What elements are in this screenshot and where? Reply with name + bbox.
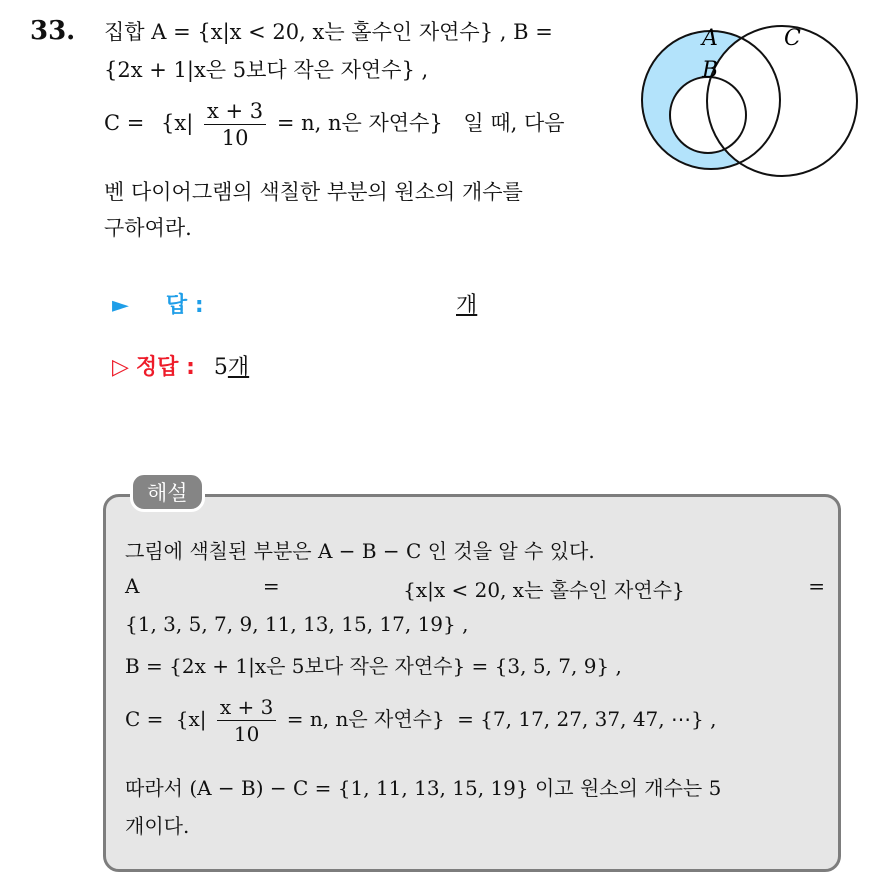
question-line-3-suffix: 일 때, 다음 — [463, 111, 565, 135]
explanation-line-4: B = {2x + 1|x은 5보다 작은 자연수} = {3, 5, 7, 9} , — [125, 654, 622, 678]
correct-answer-row — [112, 350, 249, 381]
explanation-line-2 — [125, 574, 825, 603]
question-number: 33. — [30, 16, 76, 46]
answer-unit: 개 — [456, 293, 478, 318]
question-line-4: 벤 다이어그램의 색칠한 부분의 원소의 개수를 — [104, 180, 523, 204]
answer-label: 답 : — [165, 293, 204, 318]
explanation-line-3: {1, 3, 5, 7, 9, 11, 13, 15, 17, 19} , — [125, 612, 469, 636]
explanation-fraction-denominator: 10 — [233, 722, 260, 746]
correct-unit: 개 — [227, 355, 250, 380]
explanation-set-c-open: {x| — [175, 707, 207, 731]
explanation-set-c-label: C = — [125, 707, 164, 731]
explanation-fraction-numerator: x + 3 — [217, 694, 276, 721]
explanation-tag: 해설 — [130, 472, 205, 512]
explanation-line-7: 개이다. — [125, 814, 190, 838]
explanation-equals-1: = — [262, 574, 280, 598]
explanation-set-a-label: A — [125, 574, 140, 598]
answer-row — [112, 288, 478, 319]
venn-label-b: B — [702, 58, 719, 83]
explanation-line-1: 그림에 색칠된 부분은 A − B − C 인 것을 알 수 있다. — [125, 539, 595, 563]
explanation-set-c-rest: = n, n은 자연수} — [286, 707, 445, 731]
question-line-3 — [104, 98, 565, 151]
explanation-fraction — [217, 694, 276, 747]
question-line-1: 집합 A = {x|x < 20, x는 홀수인 자연수} , B = — [104, 20, 553, 44]
explanation-set-c-values: = {7, 17, 27, 37, 47, ⋯} , — [457, 707, 717, 731]
explanation-line-5 — [125, 694, 716, 747]
correct-value: 5 — [213, 355, 228, 380]
correct-label: 정답 : — [135, 355, 195, 380]
question-line-2: {2x + 1|x은 5보다 작은 자연수} , — [104, 58, 429, 82]
venn-diagram — [636, 16, 866, 181]
fraction-numerator: x + 3 — [204, 98, 266, 125]
explanation-equals-2: = — [808, 574, 825, 598]
venn-label-a: A — [702, 26, 718, 51]
fraction — [204, 98, 266, 151]
correct-arrow-icon: ▷ — [112, 355, 129, 380]
venn-label-c: C — [784, 26, 801, 51]
set-c-rest: = n, n은 자연수} — [276, 111, 443, 135]
explanation-set-a: {x|x < 20, x는 홀수인 자연수} — [403, 578, 685, 602]
fraction-denominator: 10 — [221, 126, 249, 150]
question-line-5: 구하여라. — [104, 216, 192, 240]
explanation-line-6: 따라서 (A − B) − C = {1, 11, 13, 15, 19} 이고 원소의 개수는 5 — [125, 776, 722, 800]
answer-arrow-icon: ► — [112, 293, 129, 318]
set-c-open: {x| — [161, 111, 194, 135]
set-c-label: C = — [104, 111, 145, 135]
